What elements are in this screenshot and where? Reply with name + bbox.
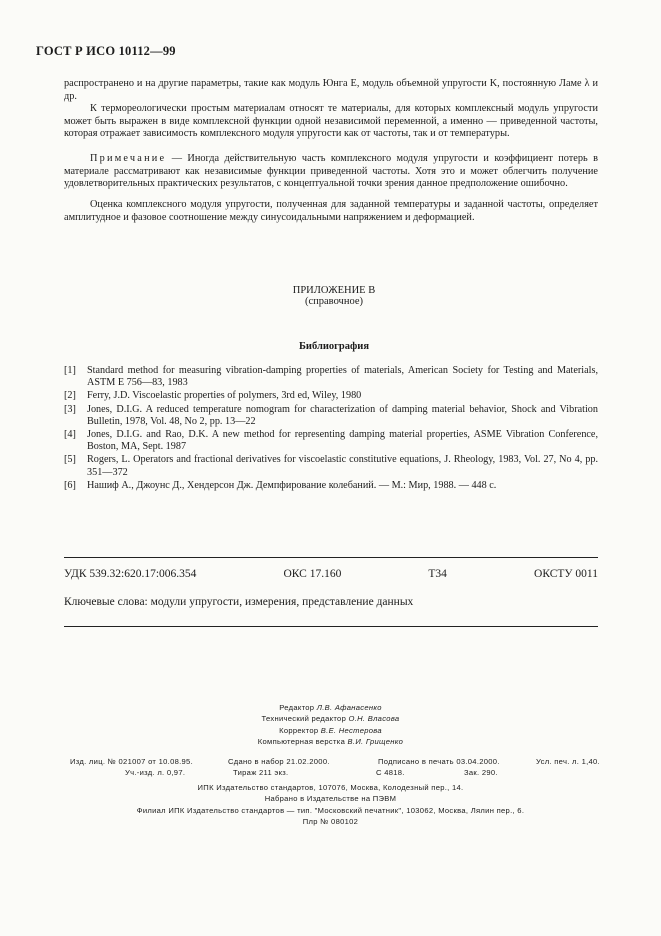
reference-item (64, 365, 598, 389)
s-code: С 4818. (376, 768, 405, 778)
publisher-footer (0, 782, 661, 827)
note-label: Примечание (90, 153, 167, 164)
credit-role: Редактор (279, 703, 317, 712)
credit-name: Л.В. Афанасенко (316, 703, 382, 712)
reference-text: Ferry, J.D. Viscoelastic properties of polymers, 3rd ed, Wiley, 1980 (87, 390, 362, 402)
credit-role: Корректор (279, 725, 321, 735)
reference-number: [2] (64, 390, 76, 402)
reference-text: Jones, D.I.G. and Rao, D.K. A new method for representing damping material properties, ASME Vibration Conference, Boston, MA, Sept. 1987 (87, 429, 598, 453)
reference-number: [1] (64, 365, 76, 376)
print-run: Тираж 211 экз. (233, 768, 289, 778)
credit-role: Технический редактор (261, 714, 349, 724)
reference-item (64, 429, 598, 453)
publication-details (70, 756, 600, 779)
appendix-title: ПРИЛОЖЕНИЕ В (292, 285, 376, 296)
credit-layout (0, 736, 661, 747)
note-paragraph (64, 153, 598, 191)
udk-code: УДК 539.32:620.17:006.354 (64, 568, 197, 580)
okstu-code: ОКСТУ 0011 (534, 568, 598, 580)
divider-top (64, 557, 598, 558)
credit-name: В.Е. Нестерова (320, 725, 382, 735)
print-sheets: Усл. печ. л. 1,40. (536, 757, 600, 766)
document-header: ГОСТ Р ИСО 10112—99 (36, 44, 176, 58)
reference-number: [3] (64, 403, 76, 415)
plr-line: Плр № 080102 (302, 816, 359, 826)
credit-name: В.И. Грищенко (347, 736, 404, 746)
publication-row (70, 756, 600, 767)
paragraph-1: распространено и на другие параметры, такие как модуль Юнга E, модуль объемной упругости K, постоянную Ламе λ и др. (64, 78, 598, 102)
typeset-line: Набрано в Издательстве на ПЭВМ (264, 794, 397, 804)
signed-date: Подписано в печать 03.04.2000. (378, 757, 500, 766)
paragraph-3: Оценка комплексного модуля упругости, полученная для заданной температуры и заданной частоты, определяет амплитудное и фазовое соотношение между синусоидальными напряжением и деформацией. (64, 199, 598, 223)
reference-number: [5] (64, 454, 76, 466)
credits-block (0, 702, 661, 747)
reference-item (64, 404, 598, 428)
credit-name: О.Н. Власова (348, 714, 400, 724)
publication-row (70, 767, 600, 778)
reference-text: Нашиф А., Джоунс Д., Хендерсон Дж. Демпфирование колебаний. — М.: Мир, 1988. — 448 с. (87, 479, 497, 491)
bibliography-list (64, 365, 598, 493)
credit-tech-editor (0, 713, 661, 724)
reference-text: Standard method for measuring vibration-damping properties of materials, American Society for Testing and Materials, ASTM E 756—83, 1983 (87, 365, 598, 389)
oks-code: ОКС 17.160 (283, 568, 342, 580)
typeset-date: Сдано в набор 21.02.2000. (228, 757, 330, 766)
group-code: Т34 (428, 568, 447, 580)
keywords: Ключевые слова: модули упругости, измерения, представление данных (64, 596, 414, 608)
order-number: Зак. 290. (464, 768, 498, 778)
publisher-line: ИПК Издательство стандартов, 107076, Москва, Колодезный пер., 14. (197, 783, 464, 792)
reference-item (64, 454, 598, 478)
reference-item (64, 480, 598, 492)
paragraph-2: К термореологически простым материалам относят те материалы, для которых комплексный модуль упругости может быть выражен в виде комплексной функции одной независимой переменной, а именно — приведенной частоты, которая отражает зависимость комплексного модуля упругости как от частоты, так и от температуры. (64, 103, 598, 140)
reference-number: [4] (64, 429, 76, 441)
reference-item (64, 390, 598, 402)
credit-role: Компьютерная верстка (257, 736, 348, 746)
note-text: — Иногда действительную часть комплексного модуля упругости и коэффициент потерь в материале рассматривают как независимые функции приведенной частоты. Хотя это и может облегчить получение удовлетворительных практических результатов, с концептуальной точки зрения данное предположение ошибочно. (64, 153, 598, 190)
credit-editor (0, 702, 661, 713)
credit-proofreader (0, 725, 661, 736)
reference-text: Rogers, L. Operators and fractional derivatives for viscoelastic constitutive equations, J. Rheology, 1983, Vol. 27, No 4, pp. 351—372 (87, 454, 598, 478)
bibliography-title: Библиография (298, 341, 370, 352)
appendix-subtitle: (справочное) (305, 296, 363, 307)
license-info: Изд. лиц. № 021007 от 10.08.95. (70, 757, 193, 766)
classification-row (64, 568, 598, 580)
reference-text: Jones, D.I.G. A reduced temperature nomogram for characterization of damping material behavior, Shock and Vibration Bulletin, 1978, Vol. 48, No 2, pp. 13—22 (87, 403, 598, 427)
divider-bottom (64, 626, 598, 627)
printer-line: Филиал ИПК Издательство стандартов — тип. "Московский печатник", 103062, Москва, Лялин пер., 6. (136, 805, 525, 815)
reference-number: [6] (64, 479, 76, 491)
edition-sheets: Уч.-изд. л. 0,97. (125, 768, 186, 778)
